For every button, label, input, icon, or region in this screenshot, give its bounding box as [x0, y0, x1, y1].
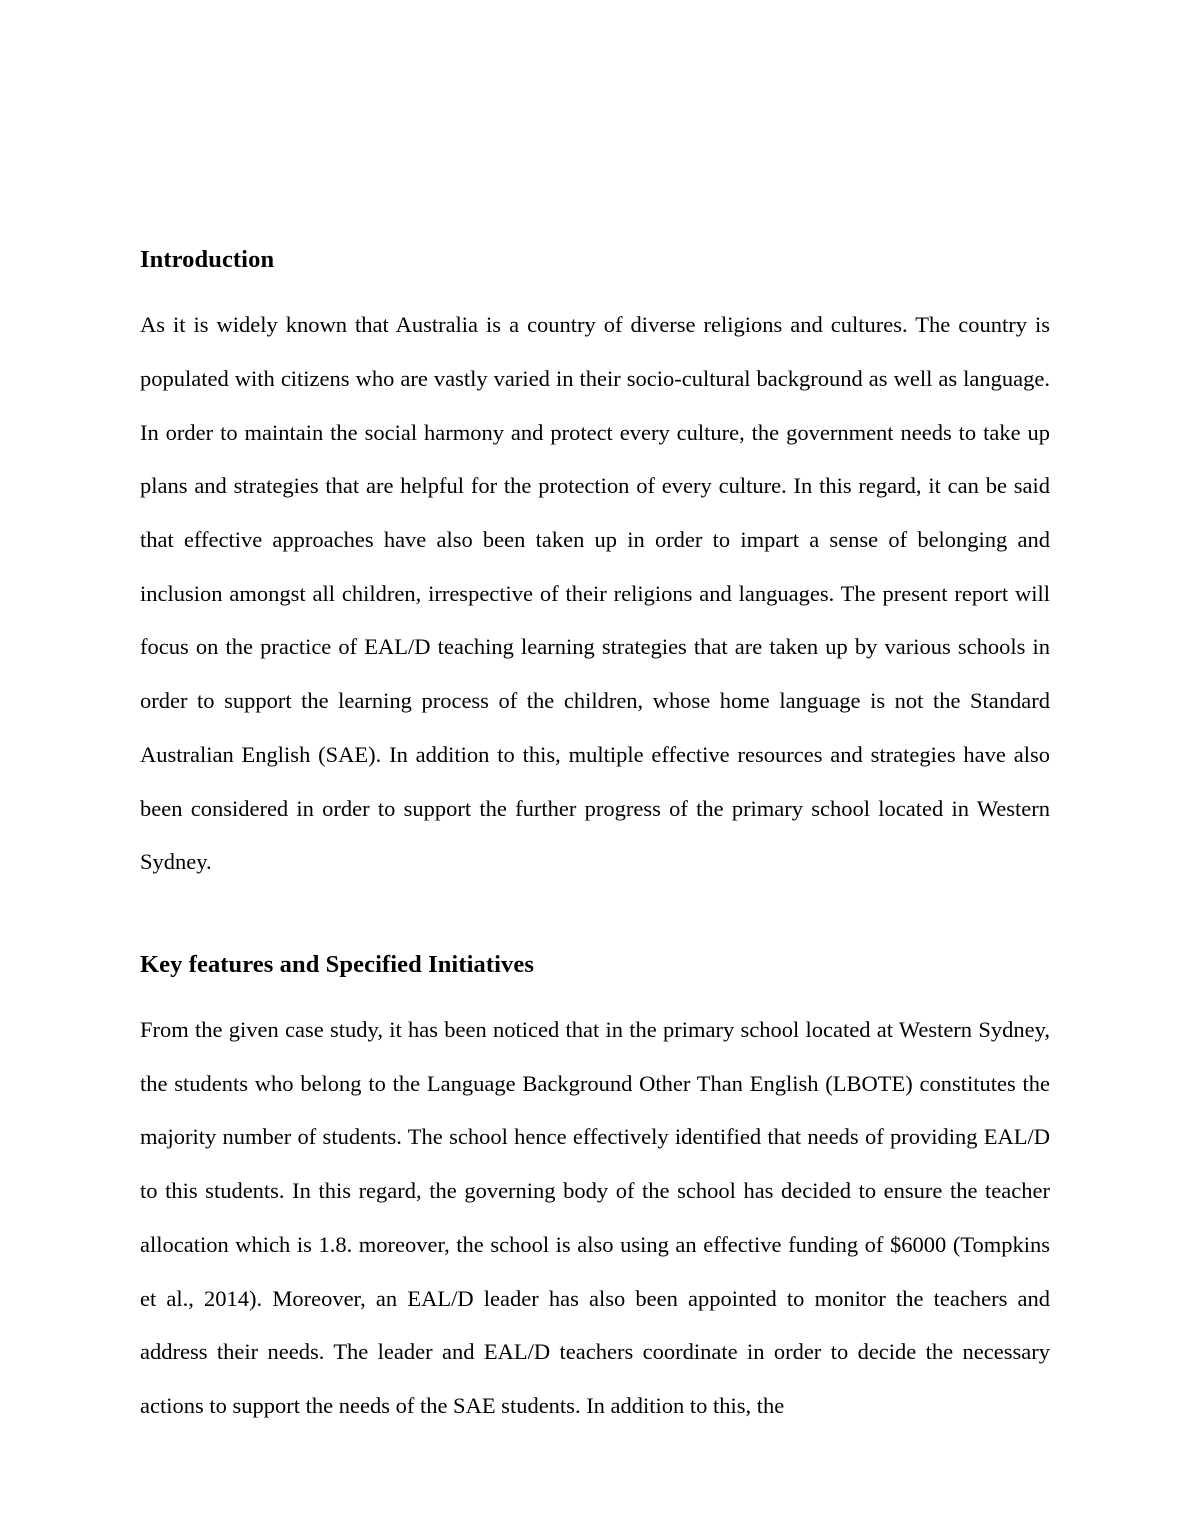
- section-heading-key-features: Key features and Specified Initiatives: [140, 950, 534, 978]
- document-body: [140, 246, 1050, 1433]
- paragraph-introduction: As it is widely known that Australia is a country of diverse religions and cultures. The country is populated with citizens who are vastly varied in their socio-cultural background as well as language. In order to maintain the social harmony and protect every culture, the government needs to take up plans and strategies that are helpful for the protection of every culture. In this regard, it can be said that effective approaches have also been taken up in order to impart a sense of belonging and inclusion amongst all children, irrespective of their religions and languages. The present report will focus on the practice of EAL/D teaching learning strategies that are taken up by various schools in order to support the learning process of the children, whose home language is not the Standard Australian English (SAE). In addition to this, multiple effective resources and strategies have also been considered in order to support the further progress of the primary school located in Western Sydney.: [140, 312, 1050, 875]
- paragraph-key-features: From the given case study, it has been noticed that in the primary school located at Western Sydney, the students who belong to the Language Background Other Than English (LBOTE) constitutes the majority number of students. The school hence effectively identified that needs of providing EAL/D to this students. In this regard, the governing body of the school has decided to ensure the teacher allocation which is 1.8. moreover, the school is also using an effective funding of $6000 (Tompkins et al., 2014). Moreover, an EAL/D leader has also been appointed to monitor the teachers and address their needs. The leader and EAL/D teachers coordinate in order to decide the necessary actions to support the needs of the SAE students. In addition to this, the: [140, 1017, 1050, 1418]
- section-heading-introduction: Introduction: [140, 246, 275, 273]
